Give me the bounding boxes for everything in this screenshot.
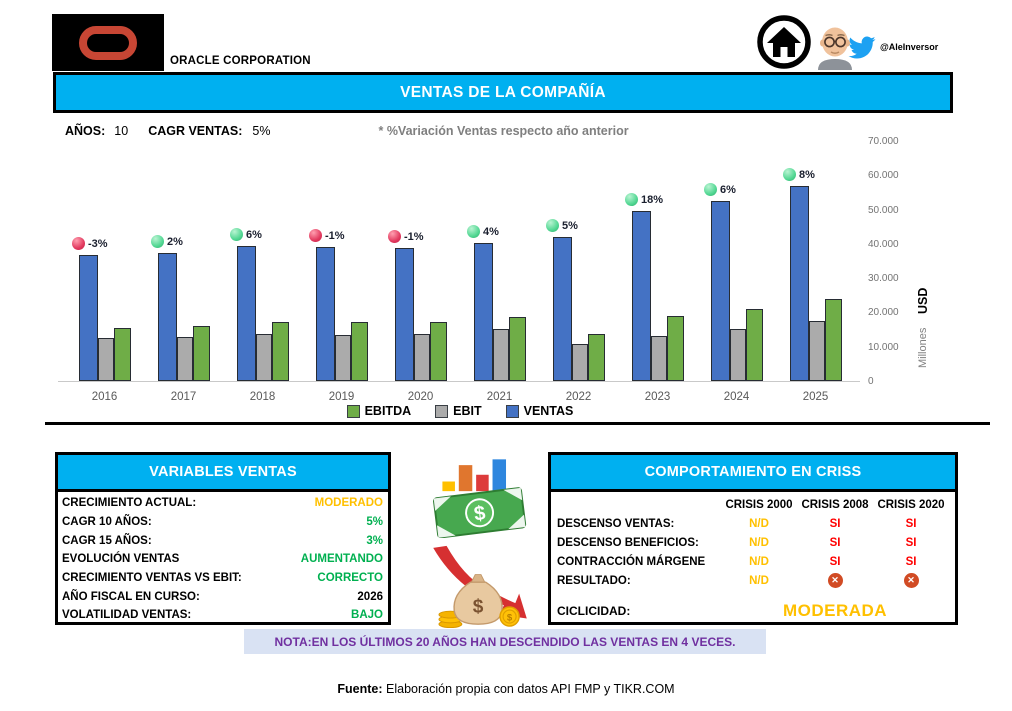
variables-row-label: CAGR 15 AÑOS: [62, 534, 152, 547]
variation-label: -1% [325, 229, 345, 242]
bar-series-ventas [790, 186, 809, 381]
bar-series-ventas [632, 211, 651, 381]
bar-series-ebit [730, 329, 746, 381]
variables-row-value: 2026 [357, 590, 383, 603]
variables-ventas-body [58, 492, 388, 625]
chart-meta-row [65, 124, 629, 138]
variables-ventas-title: VARIABLES VENTAS [58, 455, 388, 492]
bar-series-ebit [493, 329, 509, 381]
variables-row [62, 513, 383, 532]
variation-marker [151, 235, 183, 248]
crisis-column-header: CRISIS 2020 [877, 498, 945, 511]
year-group [776, 143, 855, 403]
up-ball-icon [151, 235, 164, 248]
x-axis-year-label: 2022 [565, 391, 592, 403]
crisis-cell: N/D [749, 517, 769, 530]
variables-row-value: AUMENTANDO [300, 553, 383, 566]
money-icons [424, 452, 536, 628]
bar-series-ebit [572, 344, 588, 381]
bar-series-ebitda [351, 322, 368, 381]
x-axis-year-label: 2025 [802, 391, 829, 403]
ciclicidad-value: MODERADA [782, 601, 888, 620]
bar-series-ebitda [272, 322, 289, 381]
bar-series-ventas [711, 201, 730, 381]
variables-row [62, 531, 383, 550]
x-axis-year-label: 2020 [407, 391, 434, 403]
year-group [697, 143, 776, 403]
source-text: Elaboración propia con datos API FMP y TIKR.COM [382, 682, 675, 696]
year-group [65, 143, 144, 403]
crisis-row [557, 571, 949, 590]
crisis-cell: SI [905, 536, 917, 549]
crisis-row-label: DESCENSO VENTAS: [557, 517, 675, 530]
cagr-value: 5% [252, 124, 271, 138]
legend-swatch-icon [506, 405, 519, 418]
nota-banner: NOTA:EN LOS ÚLTIMOS 20 AÑOS HAN DESCENDIDO LAS VENTAS EN 4 VECES. [244, 629, 766, 654]
bar-series-ventas [395, 248, 414, 381]
variation-label: -3% [88, 237, 108, 250]
variation-label: 2% [167, 235, 183, 248]
oracle-logo [52, 14, 164, 71]
variation-note: * %Variación Ventas respecto año anterior [378, 124, 629, 138]
crisis-cell: SI [905, 517, 917, 530]
legend-swatch-icon [347, 405, 360, 418]
y-axis-tick: 10.000 [868, 341, 899, 353]
variation-label: -1% [404, 230, 424, 243]
oracle-logo-icon [79, 26, 137, 60]
years-value: 10 [114, 124, 129, 138]
y-axis-tick: 50.000 [868, 204, 899, 216]
crisis-cell [797, 573, 873, 588]
crisis-cell [873, 573, 949, 588]
variation-label: 4% [483, 225, 499, 238]
variation-marker [625, 193, 663, 206]
bar-series-ventas [79, 255, 98, 381]
down-ball-icon [309, 229, 322, 242]
crisis-row [557, 533, 949, 552]
variables-row [62, 494, 383, 513]
variation-marker [72, 237, 108, 250]
bar-series-ventas [158, 253, 177, 381]
bar-series-ebit [809, 321, 825, 381]
source-label: Fuente: [337, 682, 383, 696]
variables-row-value: 3% [366, 534, 383, 547]
variation-label: 8% [799, 168, 815, 181]
page-title: VENTAS DE LA COMPAÑÍA [53, 72, 953, 113]
x-axis-year-label: 2019 [328, 391, 355, 403]
ciclicidad-label: CICLICIDAD: [557, 604, 631, 618]
bar-series-ebitda [114, 328, 131, 381]
down-ball-icon [388, 230, 401, 243]
y-unit-millones: Millones [917, 327, 929, 368]
up-ball-icon [704, 183, 717, 196]
crisis-cell: SI [829, 555, 841, 568]
comportamiento-criss-body [551, 492, 955, 621]
y-axis-labels [868, 137, 899, 387]
svg-text:$: $ [472, 502, 487, 526]
crisis-column-header: CRISIS 2008 [801, 498, 869, 511]
y-axis-tick: 40.000 [868, 238, 899, 250]
source-line [0, 682, 1012, 696]
chart-legend [65, 404, 855, 418]
up-ball-icon [783, 168, 796, 181]
crisis-row [557, 514, 949, 533]
legend-label: EBIT [453, 404, 482, 418]
variables-row-value: 5% [366, 516, 383, 529]
variables-row [62, 550, 383, 569]
crisis-cell: SI [829, 517, 841, 530]
legend-item [435, 404, 481, 418]
crisis-column-header: CRISIS 2000 [725, 498, 793, 511]
variables-row-value: MODERADO [314, 497, 383, 510]
variables-row [62, 587, 383, 606]
variables-row [62, 569, 383, 588]
variation-label: 6% [720, 183, 736, 196]
y-axis-tick: 60.000 [868, 170, 899, 182]
down-ball-icon [72, 237, 85, 250]
x-axis-year-label: 2024 [723, 391, 750, 403]
variation-marker [467, 225, 499, 238]
y-unit-usd: USD [916, 287, 930, 314]
up-ball-icon [230, 228, 243, 241]
variation-marker [309, 229, 345, 242]
x-axis-year-label: 2023 [644, 391, 671, 403]
bar-series-ebitda [667, 316, 684, 381]
year-group [381, 143, 460, 403]
bar-series-ventas [474, 243, 493, 381]
bar-series-ebitda [509, 317, 526, 381]
bar-series-ebitda [825, 299, 842, 381]
variables-row [62, 606, 383, 625]
bar-series-ebit [177, 337, 193, 381]
x-axis-year-label: 2017 [170, 391, 197, 403]
up-ball-icon [625, 193, 638, 206]
chart-plot [65, 143, 855, 403]
crisis-header-row [557, 495, 949, 514]
variation-marker [230, 228, 262, 241]
bar-series-ebitda [746, 309, 763, 381]
x-axis-year-label: 2018 [249, 391, 276, 403]
cagr-label: CAGR VENTAS: [148, 124, 243, 138]
crisis-cell: SI [829, 536, 841, 549]
money-growth-icon [427, 452, 533, 538]
x-circle-icon: ✕ [828, 573, 843, 588]
crisis-row-label: CONTRACCIÓN MÁRGENE [557, 555, 706, 568]
variation-label: 5% [562, 219, 578, 232]
up-ball-icon [546, 219, 559, 232]
variation-marker [783, 168, 815, 181]
crisis-cell: SI [905, 555, 917, 568]
bar-series-ebit [256, 334, 272, 381]
crisis-row-label: RESULTADO: [557, 574, 631, 587]
bar-series-ebitda [193, 326, 210, 381]
variables-row-label: VOLATILIDAD VENTAS: [62, 609, 192, 622]
year-group [539, 143, 618, 403]
bar-series-ventas [237, 246, 256, 381]
x-circle-icon: ✕ [904, 573, 919, 588]
crisis-row [557, 552, 949, 571]
home-icon[interactable] [756, 14, 812, 70]
svg-text:$: $ [506, 612, 513, 624]
up-ball-icon [467, 225, 480, 238]
variation-marker [704, 183, 736, 196]
y-axis-tick: 0 [868, 375, 874, 387]
bar-series-ebitda [430, 322, 447, 381]
legend-item [506, 404, 574, 418]
legend-item [347, 404, 412, 418]
bar-series-ventas [553, 237, 572, 381]
crisis-cell: N/D [749, 536, 769, 549]
crisis-cell: N/D [749, 555, 769, 568]
x-axis-year-label: 2021 [486, 391, 513, 403]
y-axis-tick: 20.000 [868, 307, 899, 319]
variables-row-label: CRECIMIENTO VENTAS VS EBIT: [62, 572, 242, 585]
y-axis-tick: 30.000 [868, 273, 899, 285]
twitter-icon[interactable] [846, 34, 878, 61]
company-name: ORACLE CORPORATION [170, 55, 311, 67]
variation-marker [388, 230, 424, 243]
comportamiento-criss-panel [548, 452, 958, 625]
twitter-handle[interactable]: @AleInversor [880, 42, 939, 52]
variation-marker [546, 219, 578, 232]
variables-row-label: AÑO FISCAL EN CURSO: [62, 590, 200, 603]
crisis-row-label: DESCENSO BENEFICIOS: [557, 536, 699, 549]
variables-row-label: CRECIMIENTO ACTUAL: [62, 497, 197, 510]
ciclicidad-row [557, 601, 949, 621]
years-label: AÑOS: [65, 124, 106, 138]
bar-series-ebit [414, 334, 430, 381]
year-group [302, 143, 381, 403]
crisis-cell: N/D [749, 574, 769, 587]
section-divider [45, 422, 990, 425]
y-axis-tick: 70.000 [868, 136, 899, 147]
x-axis-line [58, 381, 860, 382]
variables-ventas-panel [55, 452, 391, 625]
legend-swatch-icon [435, 405, 448, 418]
year-group [144, 143, 223, 403]
year-group [618, 143, 697, 403]
variables-row-label: EVOLUCIÓN VENTAS [62, 553, 180, 566]
variation-label: 18% [641, 193, 664, 206]
variation-label: 6% [246, 228, 262, 241]
variables-row-value: CORRECTO [317, 572, 383, 585]
bar-series-ebit [98, 338, 114, 381]
bar-series-ebitda [588, 334, 605, 381]
year-group [223, 143, 302, 403]
bar-series-ebit [335, 335, 351, 381]
comportamiento-criss-title: COMPORTAMIENTO EN CRISS [551, 455, 955, 492]
money-decline-icon [427, 544, 533, 628]
legend-label: EBITDA [364, 404, 412, 418]
y-axis-unit [916, 196, 930, 368]
bar-series-ebit [651, 336, 667, 381]
x-axis-year-label: 2016 [91, 391, 118, 403]
bar-series-ventas [316, 247, 335, 381]
variables-row-label: CAGR 10 AÑOS: [62, 516, 152, 529]
svg-text:$: $ [472, 596, 484, 618]
year-group [460, 143, 539, 403]
legend-label: VENTAS [523, 404, 574, 418]
variables-row-value: BAJO [351, 609, 383, 622]
